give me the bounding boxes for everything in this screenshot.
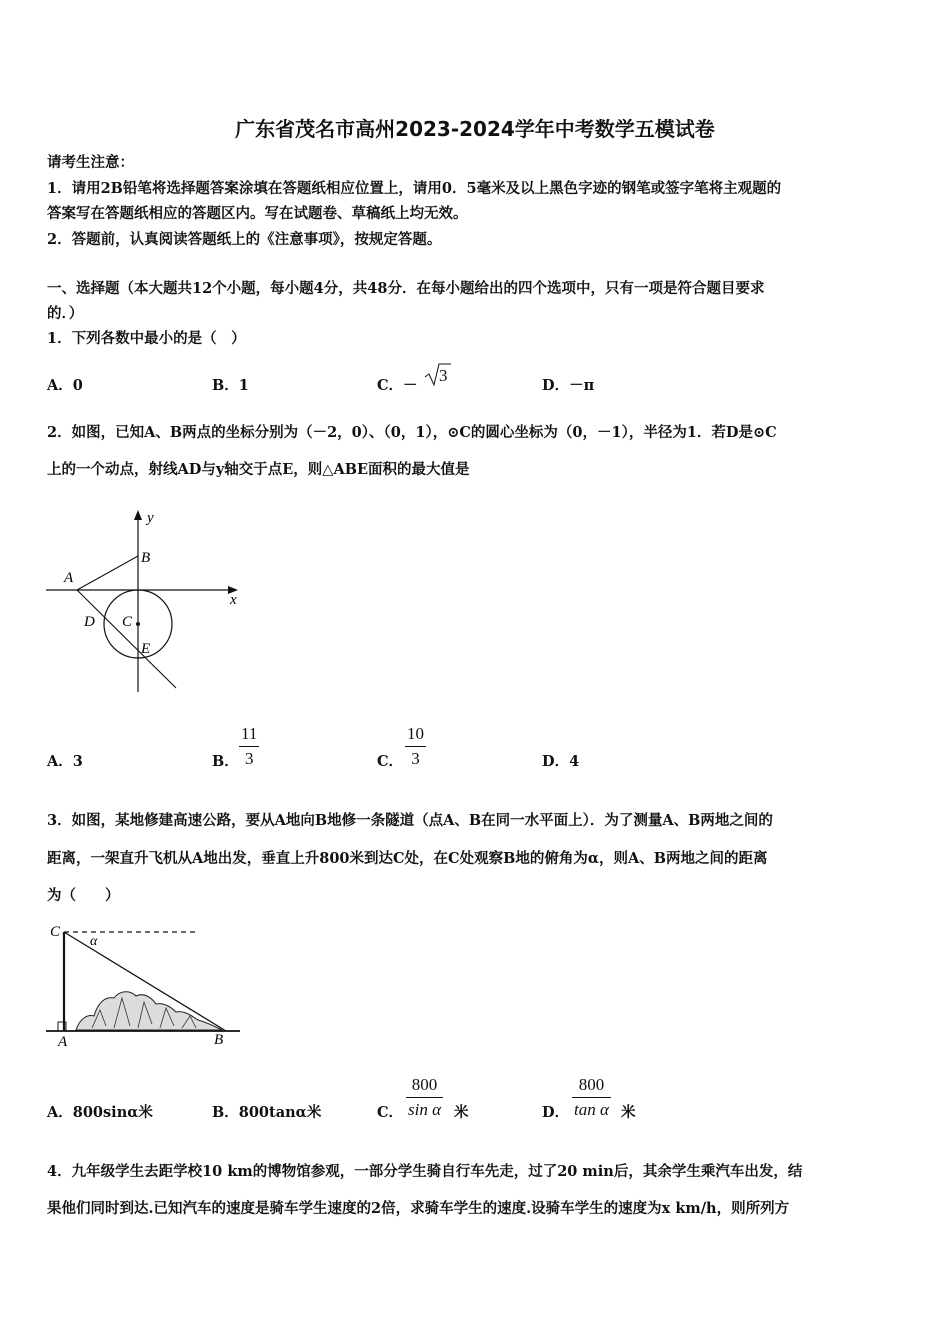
notice-line-2: 2．答题前，认真阅读答题纸上的《注意事项》，按规定答题。 [47, 231, 442, 248]
q3-option-a: A．800sinα米 [47, 1104, 153, 1121]
q2-option-c-prefix: C． [377, 753, 404, 770]
label-alpha: α [90, 934, 98, 949]
notice-line-1a: 1．请用2B铅笔将选择题答案涂填在答题纸相应位置上，请用0．5毫米及以上黑色字迹的钢笔或签字笔将主观题的 [47, 180, 782, 197]
q2-option-b-numerator: 11 [241, 724, 258, 743]
q2-option-b-fraction [239, 724, 259, 769]
q3-option-c-unit: 米 [454, 1104, 469, 1121]
q3-option-c-denominator: sin α [408, 1100, 442, 1119]
q3-tunnel-figure [40, 918, 250, 1053]
center-c-point [136, 622, 140, 626]
notice-line-1b: 答案写在答题纸相应的答题区内。写在试题卷、草稿纸上均无效。 [47, 205, 468, 222]
q2-option-d: D．4 [542, 753, 580, 770]
q3-option-d-denominator: tan α [574, 1100, 609, 1119]
q3-option-b: B．800tanα米 [212, 1104, 322, 1121]
q3-option-c-fraction [406, 1075, 443, 1120]
q2-option-b-denominator: 3 [244, 749, 254, 768]
fraction-bar [405, 746, 426, 747]
q2-option-c-numerator: 10 [407, 724, 424, 743]
fraction-bar [239, 746, 259, 747]
q2-line-2: 上的一个动点，射线AD与y轴交于点E，则△ABE面积的最大值是 [47, 461, 470, 478]
segment-ab [77, 556, 138, 590]
q3-option-d-fraction [572, 1075, 611, 1120]
q3-option-d-prefix: D． [542, 1104, 570, 1121]
q3-option-d-numerator: 800 [578, 1075, 605, 1094]
section-heading-line-2: 的．） [47, 305, 84, 322]
label-b: B [214, 1032, 224, 1048]
label-c: C [122, 614, 133, 630]
mountain-drawing [76, 992, 222, 1030]
page-title: 广东省茂名市高州2023-2024学年中考数学五模试卷 [235, 117, 715, 141]
q3-option-c-numerator: 800 [411, 1075, 438, 1094]
label-y: y [147, 510, 154, 526]
q2-option-a: A．3 [47, 753, 83, 770]
notice-heading: 请考生注意： [47, 154, 134, 171]
q1-option-b: B．1 [212, 377, 249, 394]
q2-option-c-fraction [405, 724, 426, 769]
q1-option-c-prefix: C．－ [377, 377, 418, 394]
q1-option-c [377, 366, 448, 395]
q4-line-1: 4．九年级学生去距学校10 km的博物馆参观，一部分学生骑自行车先走，过了20 min后，其余学生乘汽车出发，结 [47, 1163, 803, 1180]
q1-option-a: A．0 [47, 377, 83, 394]
q2-option-c-denominator: 3 [411, 749, 420, 768]
label-a: A [58, 1034, 68, 1050]
label-c: C [50, 924, 61, 940]
q1-option-c-radicand: 3 [439, 366, 448, 385]
q1-stem: 1．下列各数中最小的是（ ） [47, 330, 246, 347]
ray-ad [77, 590, 176, 688]
q3-line-1: 3．如图，某地修建高速公路，要从A地向B地修一条隧道（点A、B在同一水平面上）．为了测量A、B两地之间的 [47, 812, 773, 829]
label-b: B [141, 550, 151, 566]
y-axis-arrow-icon [134, 510, 142, 520]
label-d: D [84, 614, 95, 630]
q2-coordinate-figure [40, 500, 250, 700]
q1-option-d: D．－π [542, 377, 595, 394]
q3-line-3: 为（ ） [47, 887, 120, 904]
fraction-bar [572, 1097, 611, 1098]
q2-option-b-prefix: B． [212, 753, 239, 770]
label-a: A [64, 570, 74, 586]
q2-line-1: 2．如图，已知A、B两点的坐标分别为（－2，0）、（0，1），⊙C的圆心坐标为（0，－1），半径为1．若D是⊙C [47, 424, 777, 441]
fraction-bar [406, 1097, 443, 1098]
label-e: E [141, 641, 151, 657]
q4-line-2: 果他们同时到达.已知汽车的速度是骑车学生速度的2倍，求骑车学生的速度.设骑车学生的速度为x km/h，则所列方 [47, 1200, 790, 1217]
label-x: x [230, 592, 237, 608]
q3-option-c-prefix: C． [377, 1104, 404, 1121]
section-heading-line-1: 一、选择题（本大题共12个小题，每小题4分，共48分．在每小题给出的四个选项中，只有一项是符合题目要求 [47, 280, 765, 297]
q3-line-2: 距离，一架直升飞机从A地出发，垂直上升800米到达C处，在C处观察B地的俯角为α，则A、B两地之间的距离 [47, 850, 768, 867]
q3-option-d-unit: 米 [621, 1104, 636, 1121]
